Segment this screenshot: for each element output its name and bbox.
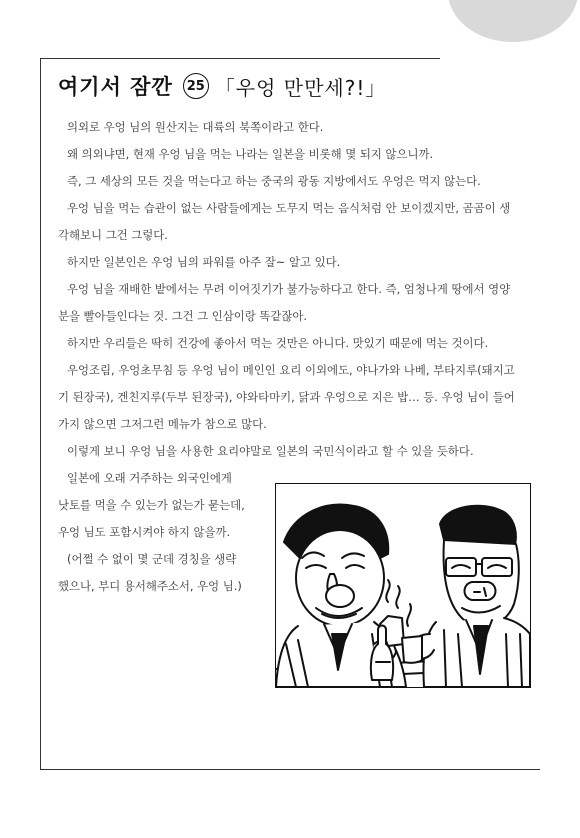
body-line: 일본에 오래 거주하는 외국인에게 <box>67 471 232 485</box>
body-line: 왜 의외냐면, 현재 우엉 님을 먹는 나라는 일본을 비롯해 몇 되지 않으니까. <box>67 147 434 161</box>
body-line: 하지만 우리들은 딱히 건강에 좋아서 먹는 것만은 아니다. 맛있기 때문에 먹는 것이다. <box>67 336 489 350</box>
cartoon-illustration <box>275 483 531 688</box>
frame-bottom-rule <box>40 769 540 770</box>
body-line: 가지 않으면 그저그런 메뉴가 참으로 많다. <box>58 417 267 431</box>
body-line: 기 된장국), 겐친지루(두부 된장국), 야와타마키, 닭과 우엉으로 지은 밥… 등. 우엉 님이 들어 <box>58 390 515 404</box>
body-line: 했으나, 부디 용서해주소서, 우엉 님.) <box>58 579 242 593</box>
section-title <box>58 66 538 106</box>
body-line: 분을 빨아들인다는 것. 그건 그 인삼이랑 똑같잖아. <box>58 309 308 323</box>
frame-left-rule <box>40 58 41 770</box>
body-line: 즉, 그 세상의 모든 것을 먹는다고 하는 중국의 광동 지방에서도 우엉은 먹지 않는다. <box>67 174 481 188</box>
body-line: 이렇게 보니 우엉 님을 사용한 요리야말로 일본의 국민식이라고 할 수 있을 듯하다. <box>67 444 474 458</box>
chapter-corner-tab <box>448 0 578 42</box>
frame-top-rule <box>40 58 440 59</box>
body-line: 의외로 우엉 님의 원산지는 대륙의 북쪽이라고 한다. <box>67 120 324 134</box>
title-subtitle: 「우엉 만만세?!」 <box>214 75 387 100</box>
title-label: 여기서 잠깐 <box>58 75 173 99</box>
body-line: 우엉 님도 포함시켜야 하지 않을까. <box>58 525 231 539</box>
body-line: 낫토를 먹을 수 있는가 없는가 묻는데, <box>58 498 245 512</box>
body-line: 우엉 님을 재배한 밭에서는 무려 이어짓기가 불가능하다고 한다. 즉, 엄청나게 땅에서 영양 <box>67 282 511 296</box>
body-line: 우엉 님을 먹는 습관이 없는 사람들에게는 도무지 먹는 음식처럼 안 보이겠지만, 곰곰이 생 <box>67 201 511 215</box>
body-line: 하지만 일본인은 우엉 님의 파워를 아주 잘~ 알고 있다. <box>67 255 341 269</box>
section-number-badge: 25 <box>183 73 209 99</box>
body-line: (어쩔 수 없이 몇 군데 경칭을 생략 <box>67 552 237 566</box>
body-line: 각해보니 그건 그렇다. <box>58 228 168 242</box>
body-line: 우엉조림, 우엉초무침 등 우엉 님이 메인인 요리 이외에도, 야나가와 나베, 부타지루(돼지고 <box>67 363 515 377</box>
